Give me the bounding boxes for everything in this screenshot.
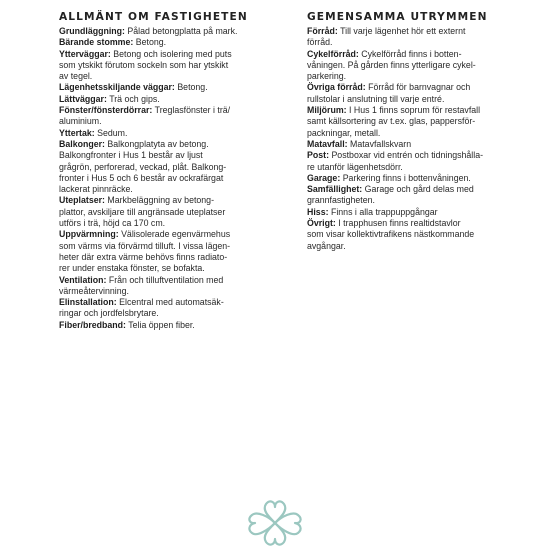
entry-text: Pålad betongplatta på mark. (124, 26, 238, 36)
entry-line (59, 241, 257, 252)
entry-text: re utanför lägenhetsdörr. (307, 161, 403, 172)
entry-text: grannfastigheten. (307, 195, 375, 206)
entry-line (59, 252, 257, 263)
entry-text: Välisolerade egenvärmehus (118, 229, 231, 240)
entry-text: Betong. (133, 37, 167, 48)
entry-uteplatser (59, 195, 257, 229)
entry-post (307, 150, 501, 173)
entry-label: Bärande stomme: (59, 37, 134, 48)
entry-text: Betong och isolering med puts (110, 48, 232, 59)
entry-label: Övrigt: (307, 218, 336, 229)
entry-label: Grundläggning: (59, 26, 125, 36)
entry-line (59, 162, 257, 173)
entry-ventilation (59, 275, 257, 298)
entry-text: lackerat pinnräcke. (59, 184, 133, 195)
entry-line (307, 184, 501, 195)
entry-text: Garage och gård delas med (362, 184, 474, 195)
entry-text: Trä och gips. (106, 93, 160, 104)
entry-cykelförråd (307, 49, 501, 83)
entry-text: Balkongfronter i Hus 1 består av ljust (59, 150, 203, 161)
entry-line (59, 297, 257, 308)
entry-miljörum (307, 105, 501, 139)
clover-heart-icon (244, 496, 306, 550)
entry-övriga-förråd (307, 82, 501, 105)
entry-text: våningen. På gården finns ytterligare cykel- (307, 59, 476, 70)
entry-line (59, 195, 257, 206)
entry-label: Samfällighet: (307, 184, 363, 195)
entries-common-spaces (307, 26, 501, 252)
entry-text: Treglasfönster i trä/ (152, 105, 231, 116)
entry-label: Matavfall: (307, 138, 348, 149)
entry-förråd (307, 26, 501, 49)
entry-text: I trapphusen finns realtidstavlor (335, 218, 461, 229)
entry-text: Postboxar vid entrén och tidningshålla- (329, 150, 484, 161)
entry-line (59, 82, 257, 93)
entry-label: Balkonger: (59, 138, 105, 149)
entry-fönster-fönsterdörrar (59, 105, 257, 128)
entry-text: Betong. (174, 82, 208, 93)
entry-bärande-stomme (59, 37, 257, 48)
entry-matavfall (307, 139, 501, 150)
entry-line (59, 275, 257, 286)
entry-text: som värms via förvärmd tilluft. I vissa lägen- (59, 240, 231, 251)
entry-line (307, 82, 501, 93)
entry-line (59, 128, 257, 139)
entry-text: av tegel. (59, 71, 93, 82)
entry-line (59, 71, 257, 82)
entry-line (59, 207, 257, 218)
entry-ytterväggar (59, 49, 257, 83)
entry-line (59, 173, 257, 184)
entry-text: rer under enstaka fönster, se bofakta. (59, 263, 205, 274)
entry-line (59, 150, 257, 161)
entry-text: heter där extra värme behövs finns radiato- (59, 251, 228, 262)
entry-line (307, 162, 501, 173)
entry-label: Yttertak: (59, 127, 95, 138)
entry-text: parkering. (307, 71, 347, 82)
entry-text: plattor, avskiljare till angränsade uteplatser (59, 206, 226, 217)
section-heading-general: ALLMÄNT OM FASTIGHETEN (59, 11, 248, 23)
entry-text: aluminium. (59, 116, 102, 127)
entry-text: Matavfallskvarn (347, 138, 412, 149)
entry-line (59, 105, 257, 116)
entry-label: Förråd: (307, 26, 338, 36)
entry-text: Parkering finns i bottenvåningen. (340, 172, 471, 183)
entry-line (307, 71, 501, 82)
entry-övrigt (307, 218, 501, 252)
entry-line (307, 173, 501, 184)
entry-line (307, 241, 501, 252)
entry-elinstallation (59, 297, 257, 320)
right-column (307, 10, 501, 252)
entry-text: utförs i trä, höjd ca 170 cm. (59, 218, 166, 229)
entry-label: Lägenhetsskiljande väggar: (59, 82, 175, 93)
entry-text: värmeåtervinning. (59, 285, 129, 296)
entry-lägenhetsskiljande-väggar (59, 82, 257, 93)
entry-line (307, 207, 501, 218)
entry-text: som ytskikt förutom sockeln som har ytskikt (59, 59, 229, 70)
entry-line (59, 139, 257, 150)
entry-line (59, 26, 257, 37)
entry-label: Fönster/fönsterdörrar: (59, 105, 153, 116)
entry-line (59, 37, 257, 48)
entry-text: samt källsortering av t.ex. glas, pappersför- (307, 116, 476, 127)
entry-line (59, 184, 257, 195)
entry-line (59, 218, 257, 229)
entry-label: Övriga förråd: (307, 82, 366, 93)
entry-line (307, 60, 501, 71)
entry-garage (307, 173, 501, 184)
entry-text: Telia öppen fiber. (125, 319, 195, 330)
entry-label: Post: (307, 150, 329, 161)
entry-line (59, 308, 257, 319)
entry-line (59, 116, 257, 127)
entry-line (307, 94, 501, 105)
entry-text: packningar, metall. (307, 127, 381, 138)
entry-text: som visar kollektivtrafikens nästkommande (307, 229, 475, 240)
entry-line (307, 49, 501, 60)
entry-lättväggar (59, 94, 257, 105)
left-column (59, 10, 257, 331)
entry-label: Fiber/bredband: (59, 319, 126, 330)
entry-yttertak (59, 128, 257, 139)
entry-line (307, 105, 501, 116)
entry-uppvärmning (59, 229, 257, 274)
entry-label: Ventilation: (59, 274, 107, 285)
entry-line (307, 229, 501, 240)
entry-label: Lättväggar: (59, 93, 107, 104)
entry-label: Uppvärmning: (59, 229, 119, 240)
entry-line (59, 286, 257, 297)
entry-text: förråd. (307, 37, 333, 48)
entry-text: avgångar. (307, 240, 346, 251)
entry-label: Elinstallation: (59, 297, 117, 308)
entry-text: Balkongplatyta av betong. (104, 138, 209, 149)
entry-line (59, 60, 257, 71)
entry-line (307, 116, 501, 127)
entry-line (307, 195, 501, 206)
entry-line (307, 150, 501, 161)
entry-text: Finns i alla trappuppgångar (328, 206, 438, 217)
entry-text: ringar och jordfelsbrytare. (59, 308, 159, 319)
entry-text: Cykelförråd finns i botten- (358, 48, 462, 59)
entry-text: I Hus 1 finns soprum för restavfall (346, 105, 481, 116)
entry-label: Ytterväggar: (59, 48, 111, 59)
entry-line (59, 94, 257, 105)
entry-fiber-bredband (59, 320, 257, 331)
entry-text: fronter i Hus 5 och 6 består av ockrafärgat (59, 172, 224, 183)
entry-label: Uteplatser: (59, 195, 105, 206)
entry-line (307, 128, 501, 139)
entry-line (307, 37, 501, 48)
entry-line (59, 49, 257, 60)
entry-label: Cykelförråd: (307, 48, 359, 59)
entry-text: Markbeläggning av betong- (104, 195, 215, 206)
entry-text: grågrön, perforerad, veckad, plåt. Balkong- (59, 161, 227, 172)
entry-line (307, 139, 501, 150)
entry-text: Elcentral med automatsäk- (116, 297, 224, 308)
entry-text: Förråd för barnvagnar och (365, 82, 471, 93)
entry-samfällighet (307, 184, 501, 207)
entry-line (307, 26, 501, 37)
entry-text: Till varje lägenhet hör ett externt (337, 26, 466, 36)
entry-balkonger (59, 139, 257, 195)
entry-grundläggning (59, 26, 257, 37)
entry-hiss (307, 207, 501, 218)
entry-line (59, 229, 257, 240)
entries-general (59, 26, 257, 331)
entry-line (59, 263, 257, 274)
section-heading-common-spaces: GEMENSAMMA UTRYMMEN (307, 11, 488, 23)
entry-text: Sedum. (94, 127, 128, 138)
entry-text: rullstolar i anslutning till varje entré. (307, 93, 445, 104)
entry-label: Hiss: (307, 206, 329, 217)
entry-label: Garage: (307, 172, 341, 183)
entry-line (59, 320, 257, 331)
entry-line (307, 218, 501, 229)
entry-text: Från och tilluftventilation med (106, 274, 224, 285)
entry-label: Miljörum: (307, 105, 347, 116)
